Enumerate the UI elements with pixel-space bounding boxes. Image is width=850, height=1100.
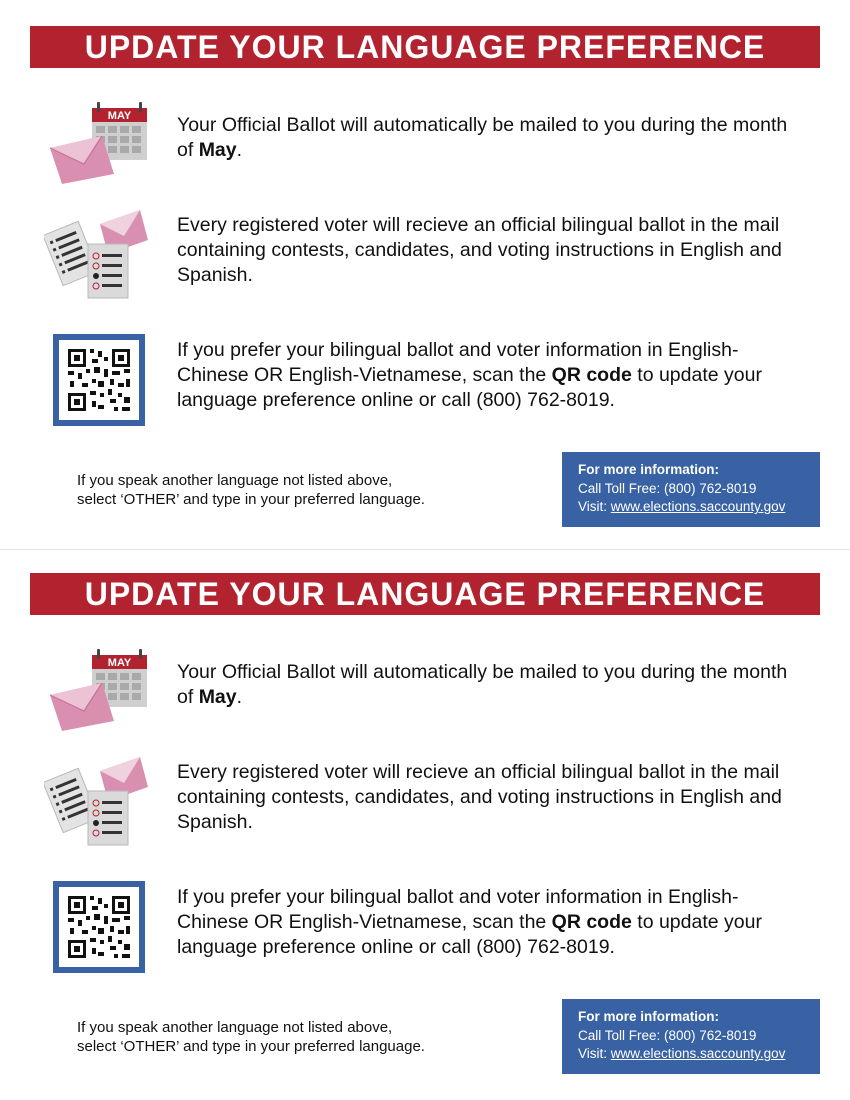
- more-info-box: [562, 452, 820, 527]
- mail-date-text: Your Official Ballot will automatically be mailed to you during the month of May.: [177, 114, 788, 161]
- calendar-envelope-icon: [48, 647, 152, 731]
- info-phone: Call Toll Free: (800) 762-8019: [578, 1027, 757, 1043]
- info-visit-label: Visit:: [578, 499, 611, 514]
- flyer-top: [0, 0, 850, 546]
- bilingual-ballot-text: Every registered voter will recieve an official bilingual ballot in the mail containing contests, candidates, and voting instructions in English and Spanish.: [177, 761, 782, 833]
- other-note-line1: If you speak another language not listed above,: [77, 1019, 393, 1036]
- info-heading: For more information:: [578, 462, 719, 477]
- calendar-month-label: MAY: [107, 110, 132, 122]
- calendar-envelope-icon: [48, 100, 152, 184]
- qr-code-icon[interactable]: [53, 881, 145, 973]
- more-info-box: [562, 999, 820, 1074]
- info-website-link[interactable]: www.elections.saccounty.gov: [610, 499, 786, 514]
- info-website-link[interactable]: www.elections.saccounty.gov: [610, 1046, 786, 1061]
- calendar-month-label: MAY: [107, 657, 132, 669]
- mail-date-text: Your Official Ballot will automatically be mailed to you during the month of May.: [177, 661, 788, 708]
- ballot-envelope-icon: [44, 204, 152, 300]
- qr-instructions-text: If you prefer your bilingual ballot and voter information in English-Chinese OR English-Vietnamese, scan the QR code to update your language preference online or call (800) 762-8019.: [177, 339, 762, 411]
- flyer-bottom: [0, 547, 850, 1093]
- banner-title: UPDATE YOUR LANGUAGE PREFERENCE: [30, 573, 820, 615]
- other-language-note: [77, 471, 517, 509]
- info-heading: For more information:: [578, 1009, 719, 1024]
- bilingual-ballot-text: Every registered voter will recieve an official bilingual ballot in the mail containing contests, candidates, and voting instructions in English and Spanish.: [177, 214, 782, 286]
- ballot-envelope-icon: [44, 751, 152, 847]
- other-note-line2: select ‘OTHER’ and type in your preferred language.: [77, 491, 425, 508]
- info-phone: Call Toll Free: (800) 762-8019: [578, 480, 757, 496]
- other-language-note: [77, 1018, 517, 1056]
- qr-instructions-text: If you prefer your bilingual ballot and voter information in English-Chinese OR English-Vietnamese, scan the QR code to update your language preference online or call (800) 762-8019.: [177, 886, 762, 958]
- banner-title: UPDATE YOUR LANGUAGE PREFERENCE: [30, 26, 820, 68]
- info-visit-label: Visit:: [578, 1046, 611, 1061]
- qr-code-icon[interactable]: [53, 334, 145, 426]
- other-note-line2: select ‘OTHER’ and type in your preferred language.: [77, 1038, 425, 1055]
- other-note-line1: If you speak another language not listed above,: [77, 472, 393, 489]
